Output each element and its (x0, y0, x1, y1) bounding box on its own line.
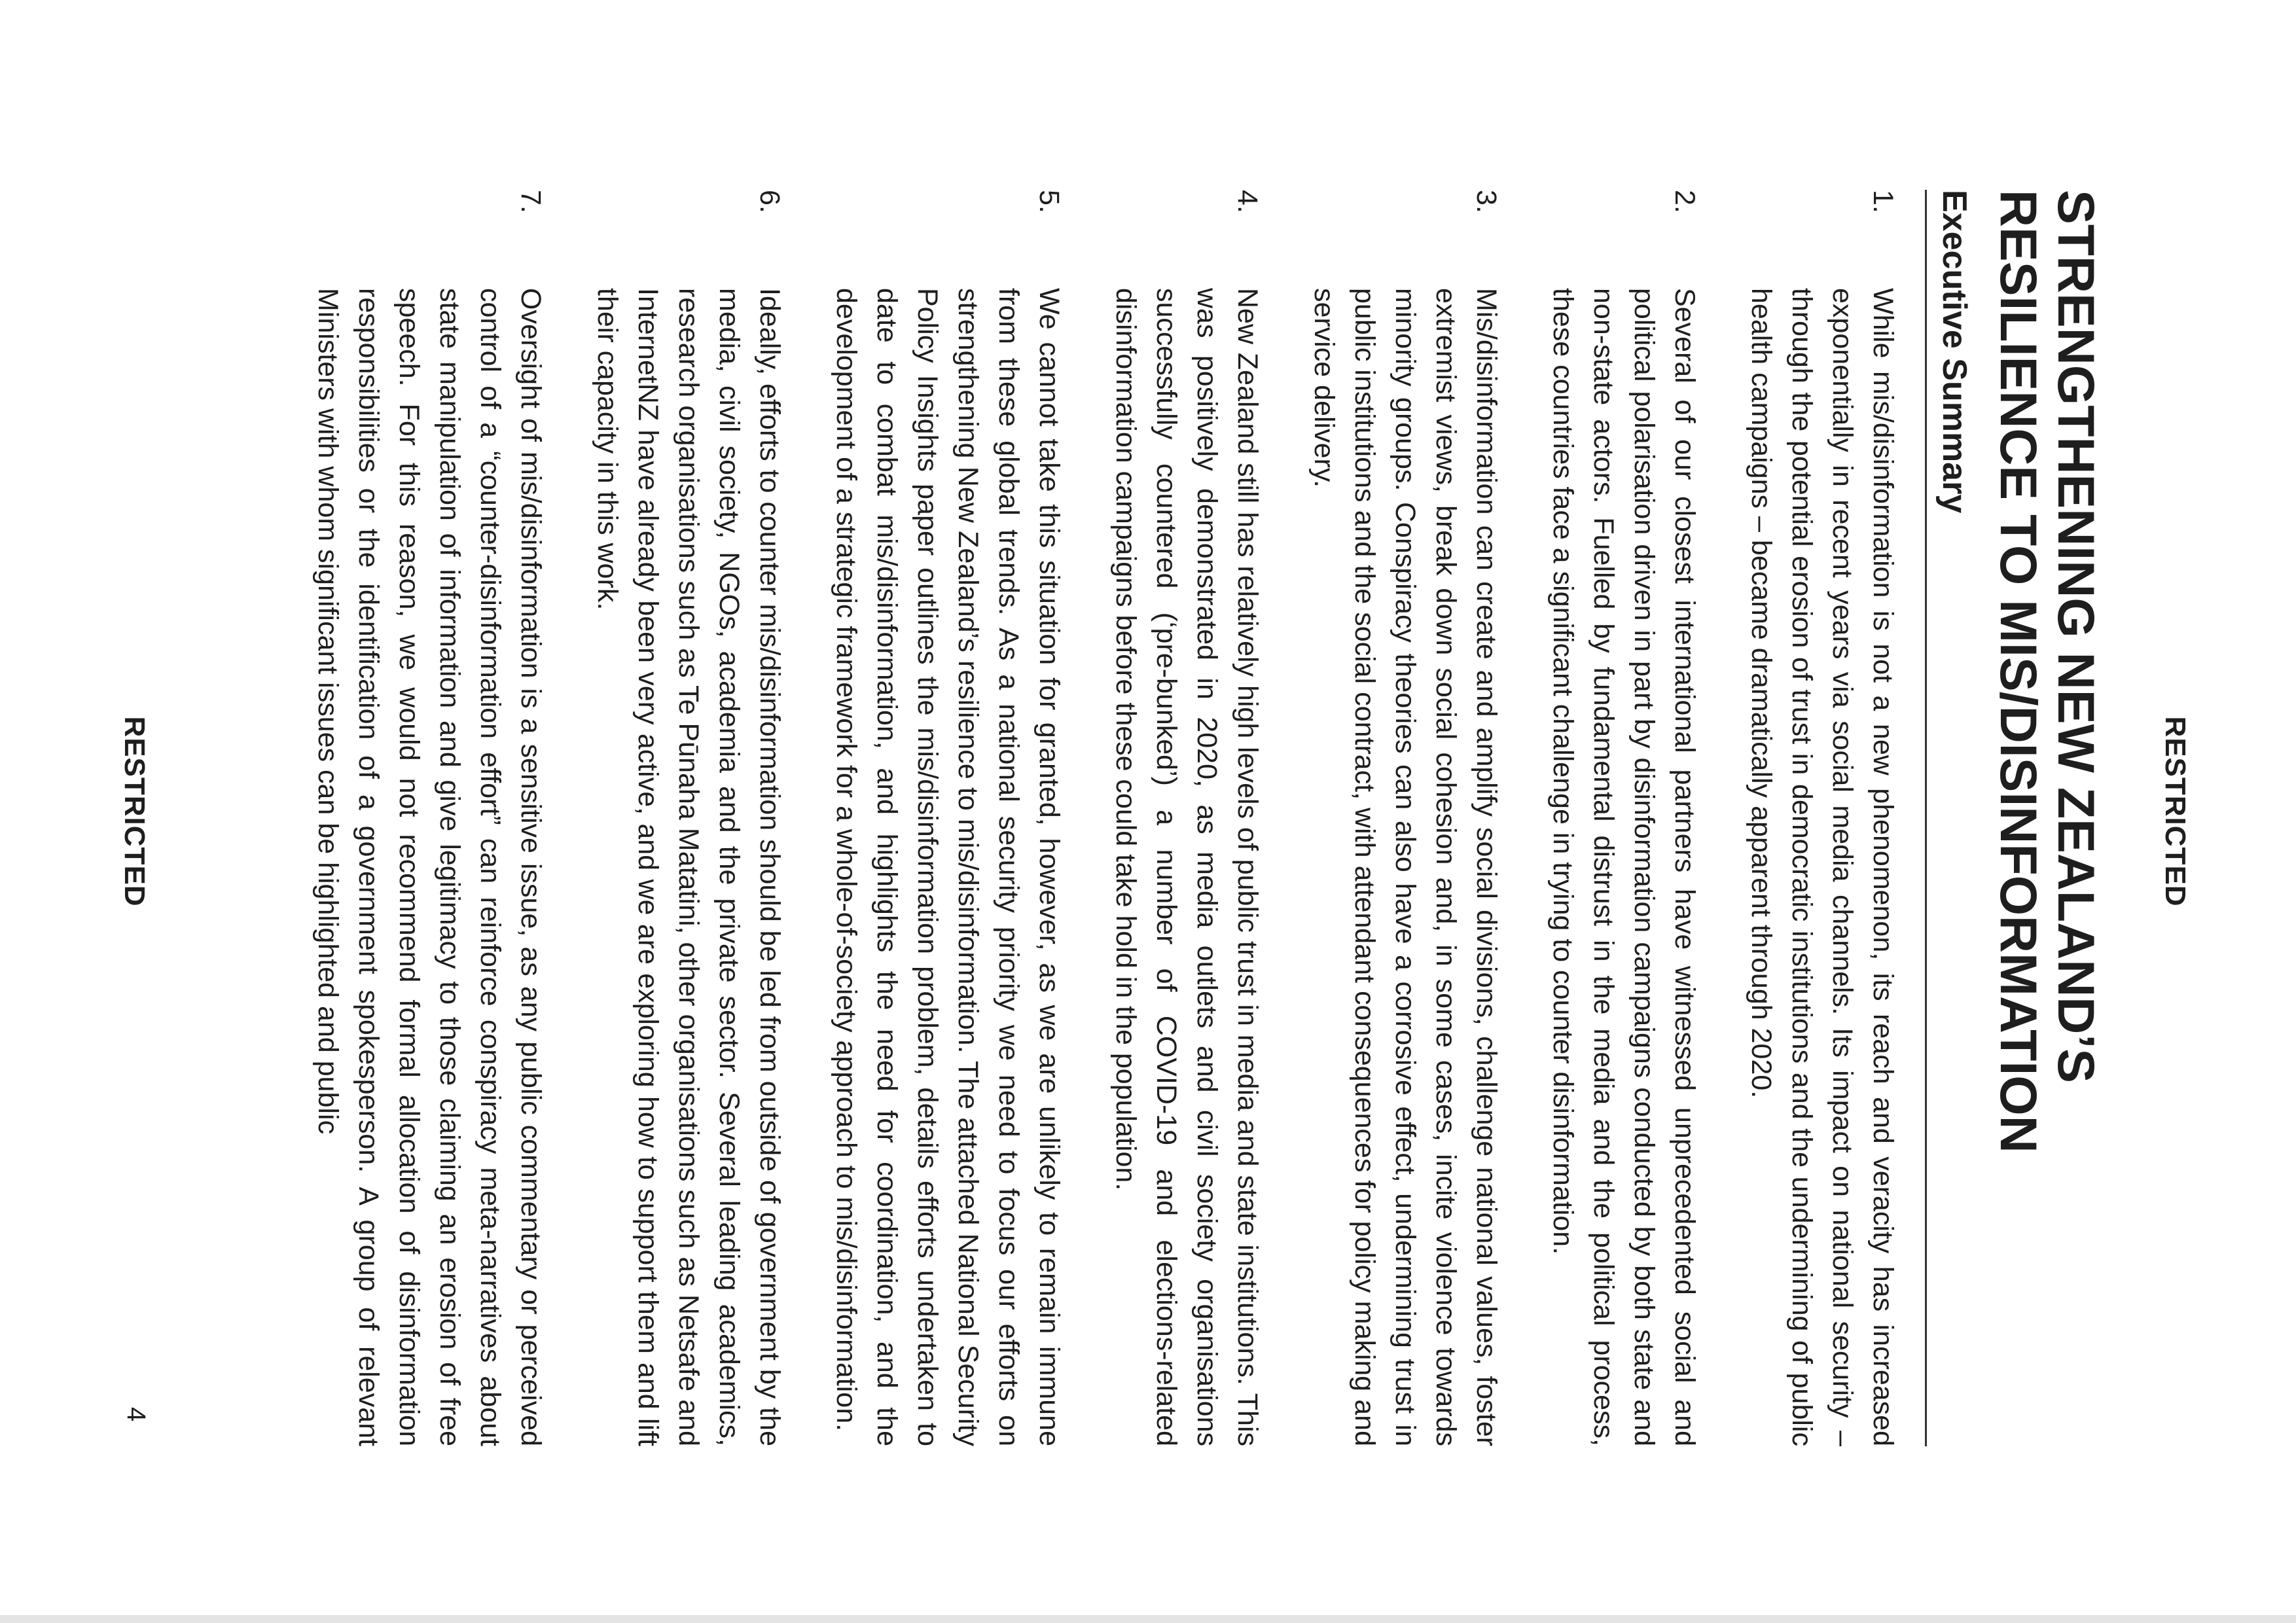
title-line: STRENGTHENING NEW ZEALAND’S (2047, 190, 2106, 1083)
paragraph-list (272, 190, 1903, 1446)
numbered-paragraph (1543, 190, 1705, 1446)
paragraph-text: We cannot take this situation for granted, however, as we are unlikely to remain immune from these global trends. As a national security priority we need to focus our efforts on strengthening New Zealand’s resilience to mis/disinformation. The attached National Security Policy Insights paper outlines the mis/disinformation problem, details efforts undertaken to date to combat mis/disinformation, and highlights the need for coordination, and the development of a strategic framework for a whole-of-society approach to mis/disinformation. (831, 288, 1065, 1446)
paragraph-text: New Zealand still has relatively high levels of public trust in media and state institutions. This was positively demonstrated in 2020, as media outlets and civil society organisations successfully countered (‘pre-bunked’) a number of COVID-19 and elections-related disinformation campaigns before these could take hold in the population. (1110, 288, 1263, 1446)
paragraph-text: Mis/disinformation can create and amplify social divisions, challenge national values, foster extremist views, break down social cohesion and, in some cases, incite violence towards minority groups. Conspiracy theories can also have a corrosive effect, undermining trust in public institutions and the social contract, with attendant consequences for policy making and service delivery. (1308, 288, 1502, 1446)
numbered-paragraph (308, 190, 551, 1446)
paragraph-text: Oversight of mis/disinformation is a sensitive issue, as any public commentary or perceived control of a “counter-disinformation effort” can reinforce conspiracy meta-narratives about state manipulation of information and give legitimacy to those claiming an erosion of free speech. For this reason, we would not recommend formal allocation of disinformation responsibilities or the identification of a government spokesperson. A group of relevant Ministers with whom significant issues can be highlighted and public (312, 288, 547, 1446)
numbered-paragraph (1741, 190, 1903, 1446)
paragraph-number: 3. (1471, 190, 1502, 213)
paragraph-number: 2. (1669, 190, 1700, 213)
section-heading: Executive Summary (1925, 190, 1974, 1446)
numbered-paragraph (587, 190, 790, 1446)
numbered-paragraph (1304, 190, 1507, 1446)
page-number: 4 (122, 1407, 151, 1422)
paragraph-number: 6. (754, 190, 785, 213)
paragraph-text: Ideally, efforts to counter mis/disinformation should be led from outside of government by the media, civil society, NGOs, academia and the private sector. Several leading academics, research organisations such as Te Pūnaha Matatini, other organisations such as Netsafe and InternetNZ have already been very active, and we are exploring how to support them and lift their capacity in this work. (592, 288, 785, 1446)
numbered-paragraph (826, 190, 1069, 1446)
paragraph-number: 5. (1033, 190, 1065, 213)
document-title (1990, 190, 2105, 1499)
paragraph-number: 4. (1232, 190, 1263, 213)
classification-footer: RESTRICTED (118, 716, 151, 907)
paragraph-number: 7. (515, 190, 547, 213)
paragraph-text: While mis/disinformation is not a new phenomenon, its reach and veracity has increased exponentially in recent years via social media channels. Its impact on national security – through the potential erosion of trust in democratic institutions and the undermining of public health campaigns – became dramatically apparent through 2020. (1746, 288, 1899, 1446)
numbered-paragraph (1105, 190, 1268, 1446)
paragraph-text: Several of our closest international partners have witnessed unprecedented social and political polarisation driven in part by disinformation campaigns conducted by both state and non-state actors. Fuelled by fundamental distrust in the media and the political process, these countries face a significant challenge in trying to counter disinformation. (1547, 288, 1700, 1446)
title-line: RESILIENCE TO MIS/DISINFORMATION (1990, 190, 2048, 1153)
classification-header: RESTRICTED (2159, 716, 2191, 907)
paragraph-number: 1. (1867, 190, 1899, 213)
